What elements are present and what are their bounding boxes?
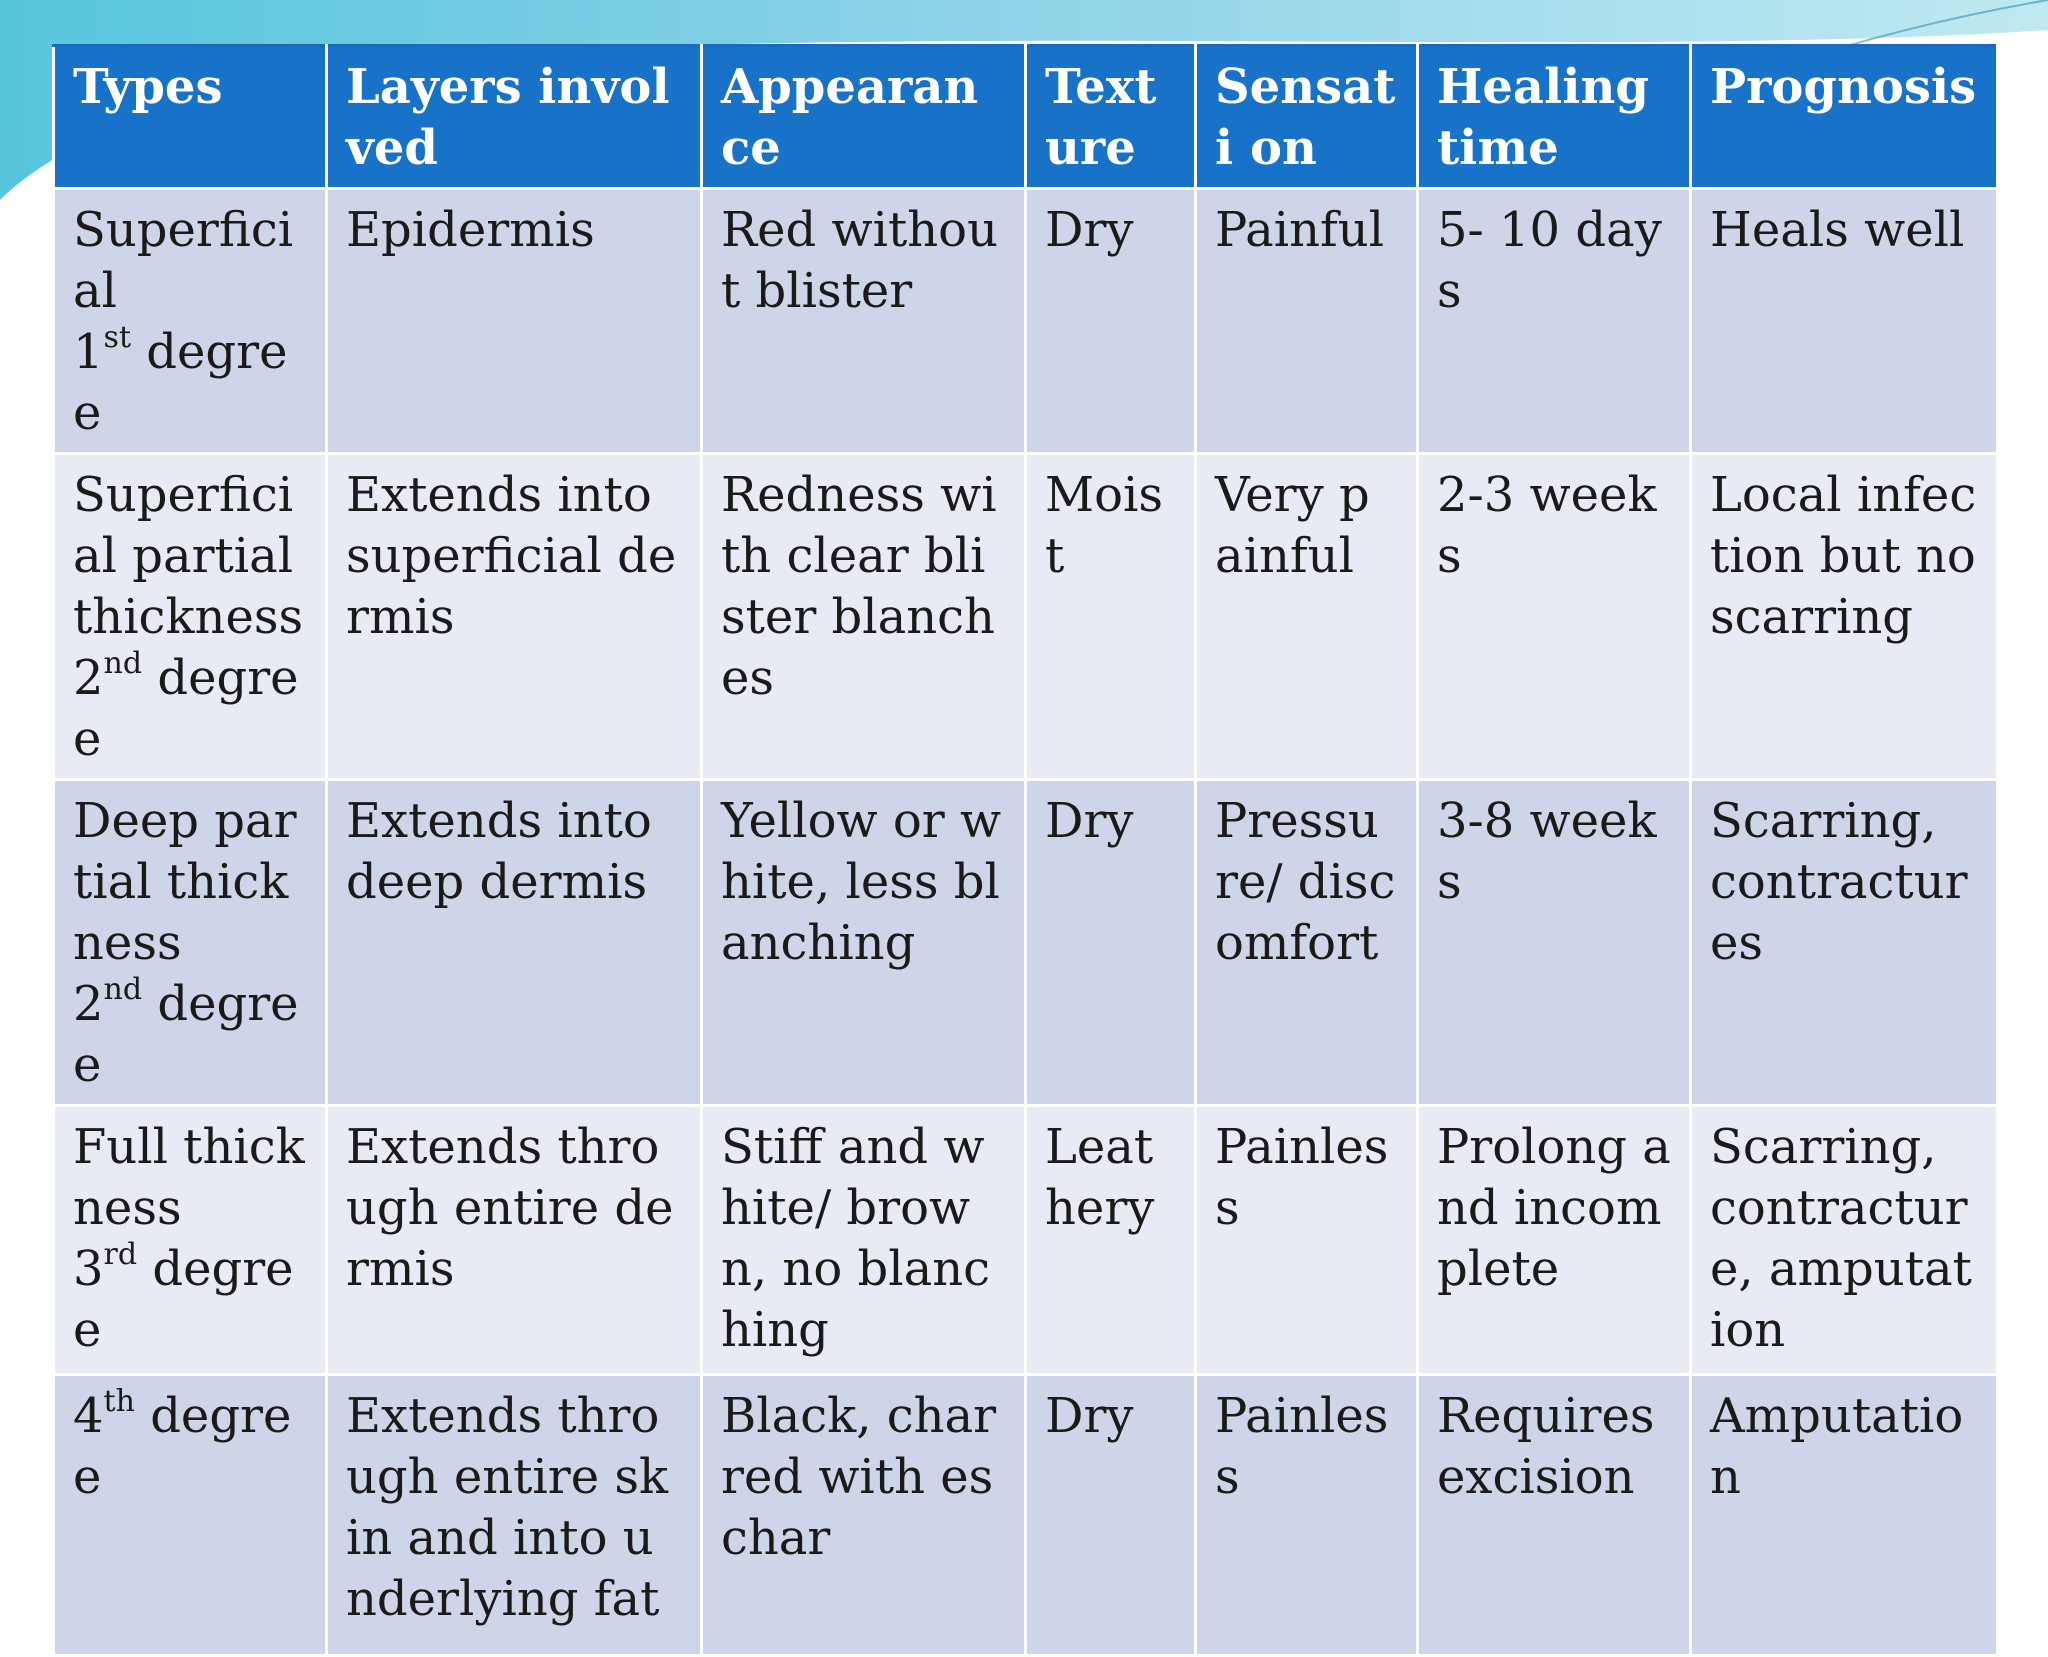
cell-sensation: Painful xyxy=(1196,189,1418,454)
cell-sensation: Painless xyxy=(1196,1375,1418,1656)
degree-word: degree xyxy=(73,650,299,767)
cell-appearance: Redness with clear blister blanches xyxy=(702,454,1026,780)
cell-sensation: Pressure/ discomfort xyxy=(1196,780,1418,1106)
cell-type xyxy=(54,1106,327,1375)
cell-healing-time: 3-8 weeks xyxy=(1418,780,1691,1106)
cell-healing-time: Requires excision xyxy=(1418,1375,1691,1656)
cell-appearance: Yellow or white, less blanching xyxy=(702,780,1026,1106)
cell-appearance: Red without blister xyxy=(702,189,1026,454)
degree-word: degree xyxy=(73,976,299,1093)
table-row xyxy=(54,454,1998,780)
table-row xyxy=(54,189,1998,454)
degree-suffix: st xyxy=(103,320,131,355)
cell-layers: Extends through entire dermis xyxy=(327,1106,702,1375)
cell-sensation: Painless xyxy=(1196,1106,1418,1375)
table-row xyxy=(54,780,1998,1106)
cell-prognosis: Scarring, contractures xyxy=(1691,780,1998,1106)
cell-prognosis: Heals well xyxy=(1691,189,1998,454)
type-label: Full thickness xyxy=(73,1119,305,1236)
cell-type xyxy=(54,1375,327,1656)
cell-texture: Dry xyxy=(1026,189,1196,454)
cell-texture: Dry xyxy=(1026,1375,1196,1656)
cell-sensation: Very painful xyxy=(1196,454,1418,780)
degree-suffix: nd xyxy=(103,972,143,1007)
cell-healing-time: 5- 10 days xyxy=(1418,189,1691,454)
cell-type xyxy=(54,454,327,780)
table-row xyxy=(54,1375,1998,1656)
degree-word: degree xyxy=(73,324,288,441)
cell-type xyxy=(54,189,327,454)
cell-layers: Extends into deep dermis xyxy=(327,780,702,1106)
cell-texture: Moist xyxy=(1026,454,1196,780)
degree-suffix: rd xyxy=(103,1237,138,1272)
type-label: Superficial xyxy=(73,202,294,319)
cell-prognosis: Scarring, contracture, amputation xyxy=(1691,1106,1998,1375)
header-types: Types xyxy=(54,46,327,189)
burn-classification-table xyxy=(52,44,1999,1657)
degree-number: 3 xyxy=(73,1241,104,1297)
degree-word: degree xyxy=(73,1241,294,1358)
header-texture: Text ure xyxy=(1026,46,1196,189)
cell-healing-time: Prolong and incomplete xyxy=(1418,1106,1691,1375)
header-healing-time: Healing time xyxy=(1418,46,1691,189)
table-row xyxy=(54,1106,1998,1375)
cell-layers: Extends through entire skin and into underlying fat xyxy=(327,1375,702,1656)
cell-prognosis: Amputation xyxy=(1691,1375,1998,1656)
degree-number: 2 xyxy=(73,976,104,1032)
type-label: Superficial partial thickness xyxy=(73,467,304,645)
degree-number: 4 xyxy=(73,1388,104,1444)
degree-word: degree xyxy=(73,1388,292,1505)
type-label: Deep partial thickness xyxy=(73,793,297,971)
cell-healing-time: 2-3 weeks xyxy=(1418,454,1691,780)
header-prognosis: Prognosis xyxy=(1691,46,1998,189)
degree-number: 1 xyxy=(73,324,104,380)
header-appearance: Appearance xyxy=(702,46,1026,189)
table-header-row xyxy=(54,46,1998,189)
degree-suffix: th xyxy=(103,1384,135,1419)
header-layers-involved: Layers involved xyxy=(327,46,702,189)
degree-suffix: nd xyxy=(103,646,143,681)
cell-layers: Epidermis xyxy=(327,189,702,454)
cell-texture: Dry xyxy=(1026,780,1196,1106)
header-sensation: Sensati on xyxy=(1196,46,1418,189)
cell-type xyxy=(54,780,327,1106)
cell-prognosis: Local infection but no scarring xyxy=(1691,454,1998,780)
cell-appearance: Stiff and white/ brown, no blanching xyxy=(702,1106,1026,1375)
cell-layers: Extends into superficial dermis xyxy=(327,454,702,780)
cell-texture: Leathery xyxy=(1026,1106,1196,1375)
cell-appearance: Black, charred with eschar xyxy=(702,1375,1026,1656)
degree-number: 2 xyxy=(73,650,104,706)
